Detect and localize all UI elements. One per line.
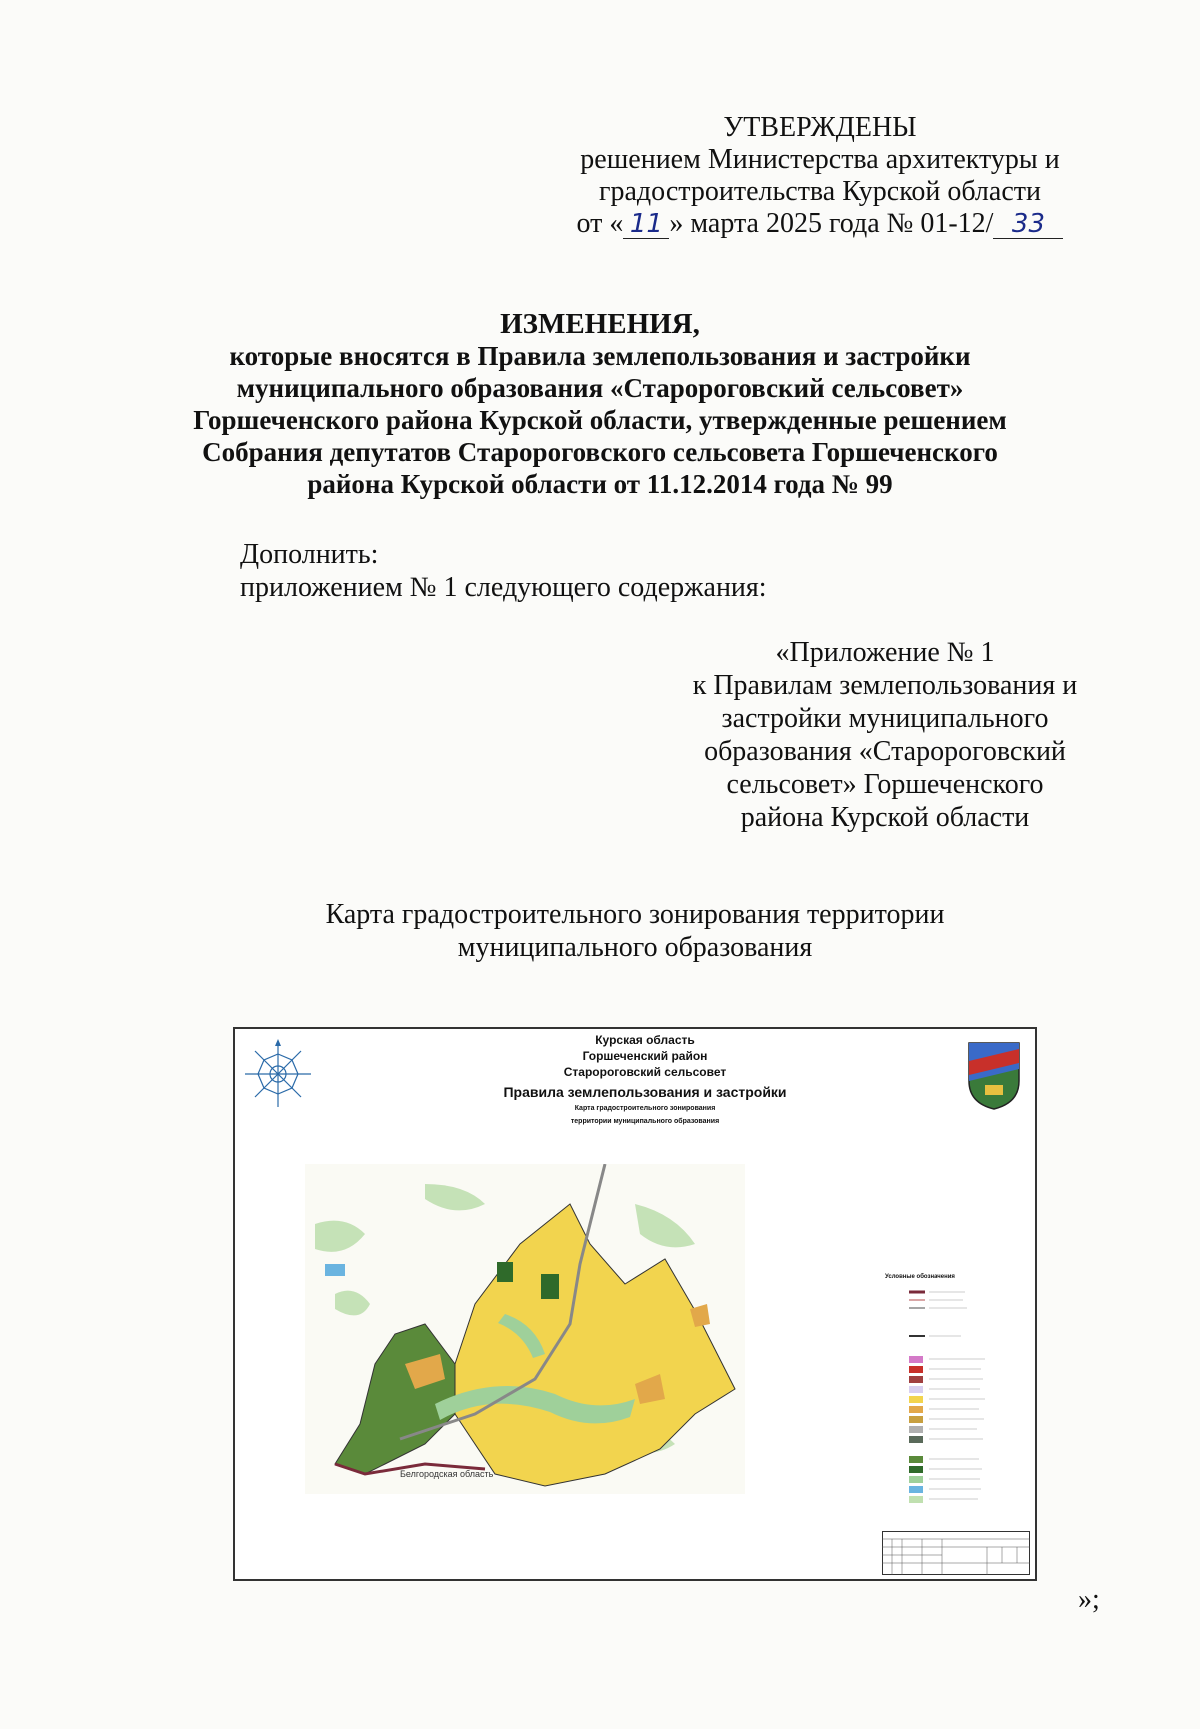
document-title (150, 308, 1050, 500)
title-line: муниципального образования «Старороговский сельсовет» (236, 373, 964, 403)
map-subtitle-line: Карта градостроительного зонирования (574, 1105, 716, 1112)
map-header-line: Горшеченский район (582, 1049, 708, 1063)
map-header-line: Старороговский сельсовет (563, 1065, 727, 1079)
title-line: района Курской области от 11.12.2014 года № 99 (307, 469, 893, 499)
approval-line-1: решением Министерства архитектуры и (580, 144, 1060, 175)
closing-quote: »; (1078, 1584, 1100, 1615)
map-header (495, 1032, 795, 1126)
approval-heading: УТВЕРЖДЕНЫ (723, 112, 917, 143)
map-header-line: Курская область (595, 1033, 695, 1047)
number-blank (993, 210, 1063, 239)
date-prefix: от « (576, 208, 624, 239)
handwritten-number: 33 (1011, 209, 1046, 239)
title-line: Собрания депутатов Старороговского сельсовета Горшеченского (202, 437, 998, 467)
map-title-line-1: Карта градостроительного зонирования территории (325, 899, 945, 930)
map-title (240, 898, 1030, 964)
map-subtitle-line: территории муниципального образования (570, 1118, 720, 1125)
zoning-map (233, 1027, 1037, 1581)
legend-swatches (885, 1286, 1020, 1516)
lake-icon (325, 1264, 345, 1276)
appendix-line: сельсовет» Горшеченского (726, 769, 1044, 800)
supplement-line-1: Дополнить: (240, 539, 379, 570)
title-line: которые вносятся в Правила землепользования и застройки (229, 341, 971, 371)
title-block-stamp (882, 1531, 1030, 1575)
appendix-line: образования «Старороговский (704, 736, 1066, 767)
date-middle: » марта 2025 года № 01-12/ (669, 208, 994, 239)
map-legend (885, 1274, 1020, 1534)
approval-date-line (560, 208, 1080, 240)
map-title-line-2: муниципального образования (457, 932, 813, 963)
compass-rose-icon (243, 1039, 313, 1109)
appendix-line: «Приложение № 1 (775, 637, 995, 668)
supplement-block (240, 538, 767, 604)
supplement-line-2: приложением № 1 следующего содержания: (240, 572, 767, 603)
region-label: Белгородская область (400, 1469, 494, 1479)
coat-of-arms-icon (967, 1041, 1021, 1111)
appendix-line: района Курской области (740, 802, 1030, 833)
day-blank (623, 210, 669, 239)
title-line: Горшеченского района Курской области, утвержденные решением (193, 405, 1007, 435)
legend-title: Условные обозначения (885, 1274, 955, 1280)
approval-block (560, 112, 1080, 240)
handwritten-day: 11 (629, 209, 663, 239)
title-main: ИЗМЕНЕНИЯ, (500, 308, 700, 340)
appendix-line: застройки муниципального (721, 703, 1049, 734)
appendix-line: к Правилам землепользования и (692, 670, 1078, 701)
approval-line-2: градостроительства Курской области (599, 176, 1041, 207)
appendix-block (660, 636, 1110, 834)
map-terrain (305, 1164, 745, 1494)
map-rules-title: Правила землепользования и застройки (503, 1084, 787, 1100)
